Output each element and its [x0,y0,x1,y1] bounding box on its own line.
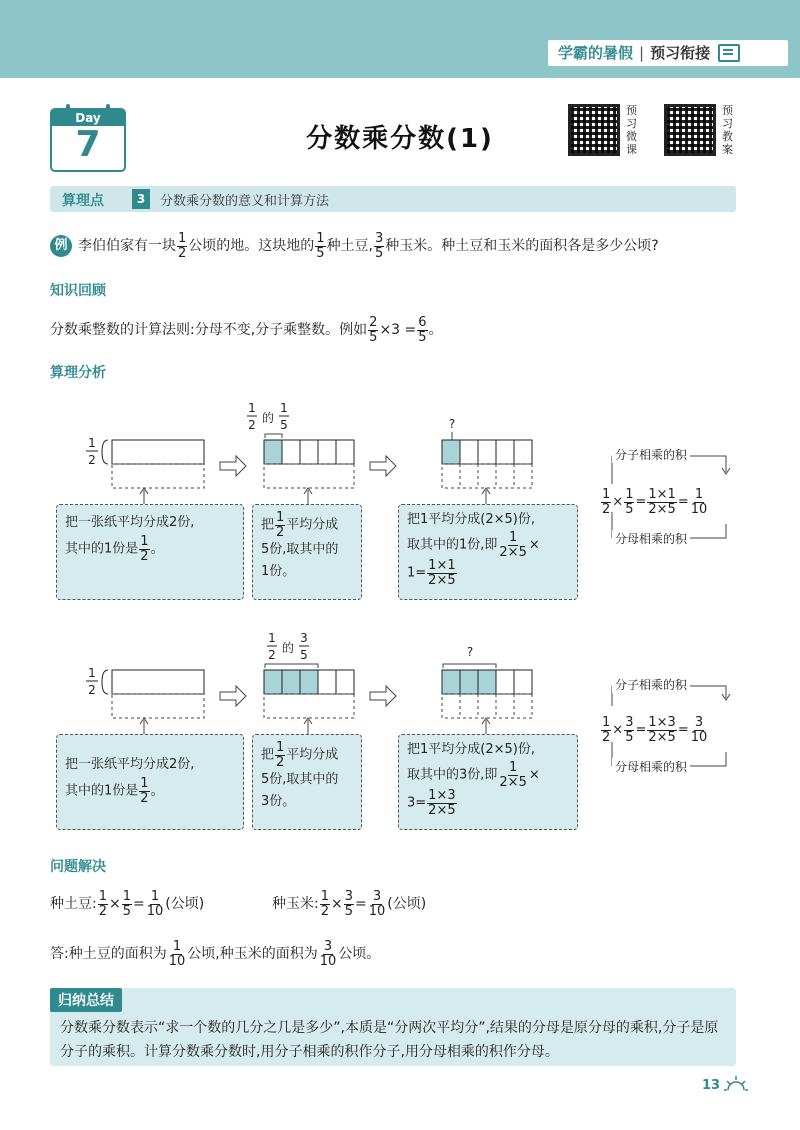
arrow-right-icon [370,456,396,476]
formula-2: $\frac{1}{2}$ × $\frac{3}{5}$ = $\frac{1\times 3}{2\times 5}$ = $\frac{3}{10}$ [602,715,708,745]
svg-text:5: 5 [300,648,308,662]
day-number: 7 [75,124,101,165]
qr-label-2 [722,104,734,156]
formula-1: $\frac{1}{2}$ × $\frac{1}{5}$ = $\frac{1\times 1}{2\times 5}$ = $\frac{1}{10}$ [602,487,708,517]
summary-tag: 归纳总结 [50,988,122,1012]
review-rule: 分数乘整数的计算法则:分母不变,分子乘整数。例如 [50,322,368,339]
sun-icon [724,1074,748,1096]
potato-solution: 种土豆: $\frac{1}{2}$ × $\frac{1}{5}$ = $\frac{1}{10}$ (公顷) [50,889,205,919]
note-1-2: 把 $\frac{1}{2}$ 平均分成 5份,取其中的 1份。 [252,504,362,600]
formula1-bottom: 分母相乘的积 [612,530,690,547]
note-text: 1份。 [261,564,296,580]
review-heading: 知识回顾 [50,283,106,299]
topic-bar [50,186,736,212]
page-number: 13 [702,1078,721,1093]
note-text: 5份,取其中的 [261,772,339,788]
qr-code-icon[interactable] [664,104,716,156]
question-mark: ? [448,417,456,431]
qr-label-char: 预 [722,104,733,117]
formula2-bottom: 分母相乘的积 [612,758,690,775]
half-num: 1 [88,436,96,450]
fraction: $\frac{1}{5}$ [316,231,325,261]
topic-title: 分数乘分数的意义和计算方法 [160,194,330,209]
note-1-3: 把1平均分成(2×5)份, 取其中的1份,即 $\frac{1}{2\times 5}$ × 1= $\frac{1\times 1}{2\times 5}$ [398,504,578,600]
svg-text:?: ? [466,645,474,659]
page-title: 分数乘分数(1) [306,124,494,154]
note-2-3: 把1平均分成(2×5)份, 取其中的3份,即 $\frac{1}{2\times 5}$ × 3= $\frac{1\times 3}{2\times 5}$ [398,734,578,830]
note-2-1: 把一张纸平均分成2份, 其中的1份是 $\frac{1}{2}$ 。 [56,734,244,830]
fraction: $\frac{6}{5}$ [418,315,427,345]
svg-text:1: 1 [268,631,276,645]
svg-text:的: 的 [281,641,295,655]
svg-text:2: 2 [88,683,96,697]
note-text: 其中的1份是 [65,541,139,557]
svg-text:2: 2 [248,418,256,432]
day-label: Day [52,110,124,126]
brand-box [548,40,788,66]
brand-separator: | [639,44,645,62]
qr-label-char: 习 [722,117,733,130]
review-eq-end: 。 [428,322,443,339]
qr-code-icon[interactable] [568,104,620,156]
note-text: 3份。 [261,794,296,810]
series-name: 预习衔接 [650,44,711,62]
note-text: 5份,取其中的 [261,542,339,558]
de-char: 的 [261,411,275,425]
topic-number: 3 [132,189,150,209]
example-text: 李伯伯家有一块 [78,238,176,255]
review-text [50,316,443,344]
formula2-top: 分子相乘的积 [612,676,690,693]
example-text: 种土豆, [326,238,374,255]
analysis-heading: 算理分析 [50,365,106,381]
arrow-right-icon [220,456,246,476]
svg-text:5: 5 [280,418,288,432]
topic-label: 算理点 [62,193,104,209]
example-text: 种玉米。种土豆和玉米的面积各是多少公顷? [385,238,659,255]
example-badge: 例 [50,235,72,257]
arrow-right-icon [370,686,396,706]
qr-label-char: 预 [626,104,637,117]
fraction: $\frac{1}{2}$ [178,231,187,261]
note-2-2: 把 $\frac{1}{2}$ 平均分成 5份,取其中的 3份。 [252,734,362,830]
note-text: 把一张纸平均分成2份, [65,515,195,530]
arrow-right-icon [220,686,246,706]
qr-label-char: 习 [626,117,637,130]
example-problem [50,232,659,260]
summary-box [50,988,736,1066]
fraction: $\frac{3}{5}$ [375,231,384,261]
note-text: 把1平均分成(2×5)份, [407,512,535,527]
svg-text:2: 2 [268,648,276,662]
qr-label-char: 微 [626,130,637,143]
top-banner [0,0,800,78]
book-icon [718,44,740,62]
fraction: $\frac{2}{5}$ [369,315,378,345]
note-text: 把一张纸平均分成2份, [65,757,195,772]
note-text: 把1平均分成(2×5)份, [407,742,535,757]
formula1-top: 分子相乘的积 [612,446,690,463]
answer: 答:种土豆的面积为 $\frac{1}{10}$ 公顷,种玉米的面积为 $\frac{3}{10}$ 公顷。 [50,939,381,969]
brand-name: 学霸的暑假 [558,44,634,62]
review-eq-mid: ×3 = [379,322,417,339]
svg-text:1: 1 [88,666,96,680]
half-den: 2 [88,453,96,467]
corn-solution: 种玉米: $\frac{1}{2}$ × $\frac{3}{5}$ = $\frac{3}{10}$ (公顷) [272,889,427,919]
example-text: 公顷的地。这块地的 [188,238,315,255]
paper-half-bar [112,440,204,464]
svg-text:1: 1 [280,401,288,415]
solve-heading: 问题解决 [50,859,106,875]
summary-text: 分数乘分数表示“求一个数的几分之几是多少”,本质是“分两次平均分”,结果的分母是原分母的乘积,分子是原分子的乘积。计算分数乘分数时,用分子相乘的积作分子,用分母相乘的积作分母。 [60,1020,719,1060]
qr-label-char: 案 [722,143,733,156]
qr-label-1 [626,104,638,156]
svg-text:3: 3 [300,631,308,645]
svg-text:1: 1 [248,401,256,415]
qr-label-char: 课 [626,143,637,156]
note-1-1: 把一张纸平均分成2份, 其中的1份是 $\frac{1}{2}$ 。 [56,504,244,600]
paper-other-half [112,464,204,488]
qr-label-char: 教 [722,130,733,143]
